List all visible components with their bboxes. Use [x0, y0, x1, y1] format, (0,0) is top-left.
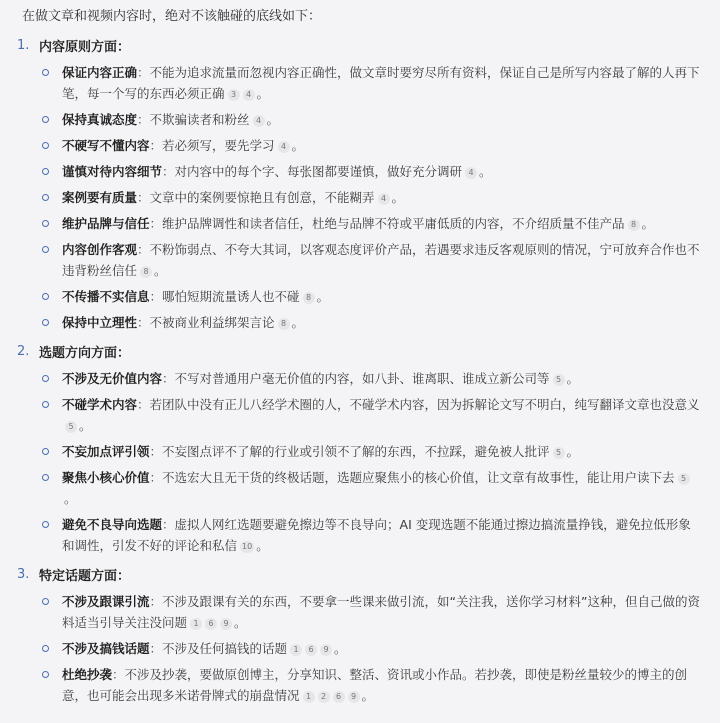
- list-item: [62, 187, 700, 208]
- item-description: 不写对普通用户毫无价值的内容，如八卦、谁离职、谁成立新公司等: [174, 371, 550, 386]
- section: [0, 33, 720, 333]
- section-number: 2.: [17, 343, 30, 359]
- item-term: 案例要有质量: [62, 190, 138, 205]
- item-term: 不妄加点评引领: [62, 444, 150, 459]
- item-term: 聚焦小核心价值: [62, 470, 150, 485]
- bullet-circle-icon: [42, 598, 49, 605]
- list-item: [62, 514, 700, 556]
- list-item: [62, 638, 700, 659]
- bullet-circle-icon: [42, 645, 49, 652]
- list-item: [62, 135, 700, 156]
- item-end-mark: 。: [641, 216, 655, 231]
- item-description: 不涉及任何搞钱的话题: [162, 641, 288, 656]
- bullet-circle-icon: [42, 375, 49, 382]
- item-separator: ：: [137, 315, 150, 330]
- bullet-circle-icon: [42, 220, 49, 227]
- list-item: [62, 664, 700, 706]
- item-description: 虚拟人网红选题要避免擦边等不良导向；AI 变现选题不能通过擦边搞流量挣钱，避免拉低形象和调性，引发不好的评论和私信: [62, 517, 691, 553]
- citation-badge[interactable]: 9: [320, 644, 332, 656]
- list-item: [62, 213, 700, 234]
- citation-badge[interactable]: 10: [242, 542, 253, 551]
- list-item: [62, 62, 700, 104]
- item-end-mark: 。: [64, 491, 77, 506]
- item-separator: ：: [149, 470, 163, 485]
- item-end-mark: 。: [291, 315, 305, 330]
- item-term: 不硬写不懂内容: [62, 138, 150, 153]
- citation-badge[interactable]: 4: [278, 141, 290, 153]
- item-end-mark: 。: [256, 538, 269, 553]
- item-description: 文章中的案例要惊艳且有创意，不能糊弄: [149, 190, 375, 205]
- intro-text: 在做文章和视频内容时，绝对不该触碰的底线如下：: [22, 9, 322, 24]
- bullet-list: [0, 368, 720, 556]
- item-separator: ：: [149, 444, 163, 459]
- section-title: 内容原则方面：: [39, 39, 131, 55]
- list-item: [62, 591, 700, 633]
- item-separator: ：: [137, 242, 150, 257]
- item-separator: ：: [137, 65, 150, 80]
- item-end-mark: 。: [316, 289, 330, 304]
- bullet-circle-icon: [42, 168, 49, 175]
- list-item: [62, 239, 700, 281]
- item-term: 谨慎对待内容细节: [62, 164, 163, 179]
- bullet-circle-icon: [42, 69, 49, 76]
- citation-badge[interactable]: 5: [553, 374, 565, 386]
- section-heading: [17, 562, 720, 586]
- item-term: 不涉及搞钱话题: [62, 641, 150, 656]
- citation-badge[interactable]: 1: [190, 618, 202, 630]
- item-description: 不涉及跟课有关的东西，不要拿一些课来做引流，如“关注我，送你学习材料”这种，但自己做的资料适当引导关注没问题: [62, 594, 700, 630]
- item-end-mark: 。: [79, 418, 92, 433]
- citation-badge[interactable]: 8: [140, 266, 152, 278]
- bullet-circle-icon: [42, 448, 49, 455]
- list-item: [62, 109, 700, 130]
- citation-badge[interactable]: 4: [465, 167, 477, 179]
- citation-badge[interactable]: 8: [278, 318, 290, 330]
- section: [0, 562, 720, 706]
- item-description: 不粉饰弱点、不夸大其词，以客观态度评价产品，若遇要求违反客观原则的情况，宁可放弃合作也不违背粉丝信任: [62, 242, 700, 278]
- citation-badge[interactable]: 6: [333, 691, 345, 703]
- item-separator: ：: [149, 641, 163, 656]
- bullet-circle-icon: [42, 401, 49, 408]
- item-separator: ：: [162, 164, 175, 179]
- item-end-mark: 。: [291, 138, 305, 153]
- citation-badge[interactable]: 6: [205, 618, 217, 630]
- item-separator: ：: [162, 517, 175, 532]
- bullet-list: [0, 591, 720, 706]
- item-description: 不涉及抄袭，要做原创博主，分享知识、整活、资讯或小作品。若抄袭，即使是粉丝量较少的博主的创意，也可能会出现多米诺骨牌式的崩盘情况: [62, 667, 688, 703]
- item-end-mark: 。: [234, 615, 247, 630]
- item-end-mark: 。: [566, 371, 580, 386]
- item-separator: ：: [149, 289, 163, 304]
- citation-badge[interactable]: 6: [305, 644, 317, 656]
- citation-badge[interactable]: 5: [553, 447, 565, 459]
- item-term: 维护品牌与信任: [62, 216, 150, 231]
- citation-badge[interactable]: 9: [220, 618, 232, 630]
- item-end-mark: 。: [256, 86, 270, 101]
- list-item: [62, 441, 700, 462]
- section-title: 特定话题方面：: [39, 568, 131, 584]
- bullet-circle-icon: [42, 142, 49, 149]
- citation-badge[interactable]: 4: [253, 115, 265, 127]
- bullet-circle-icon: [42, 194, 49, 201]
- item-description: 对内容中的每个字、每张图都要谨慎，做好充分调研: [174, 164, 463, 179]
- item-separator: ：: [149, 138, 163, 153]
- citation-badge[interactable]: 4: [378, 193, 390, 205]
- item-term: 杜绝抄袭: [62, 667, 113, 682]
- citation-badge[interactable]: 5: [65, 421, 77, 433]
- bullet-circle-icon: [42, 246, 49, 253]
- item-description: 不欺骗读者和粉丝: [149, 112, 250, 127]
- item-end-mark: 。: [334, 641, 347, 656]
- item-end-mark: 。: [266, 112, 280, 127]
- item-term: 保持中立理性: [62, 315, 138, 330]
- bullet-circle-icon: [42, 319, 49, 326]
- bullet-circle-icon: [42, 521, 49, 528]
- citation-badge[interactable]: 8: [303, 292, 315, 304]
- item-description: 若必须写，要先学习: [162, 138, 275, 153]
- item-description: 若团队中没有正儿八经学术圈的人，不碰学术内容，因为拆解论文写不明白，纯写翻译文章也没意义: [149, 397, 700, 412]
- section-heading: [17, 339, 720, 363]
- item-separator: ：: [137, 190, 150, 205]
- bullet-circle-icon: [42, 293, 49, 300]
- item-description: 维护品牌调性和读者信任，杜绝与品牌不符或平庸低质的内容，不介绍质量不佳产品: [162, 216, 625, 231]
- item-end-mark: 。: [361, 688, 375, 703]
- item-description: 不被商业利益绑架言论: [149, 315, 275, 330]
- item-description: 不能为追求流量而忽视内容正确性，做文章时要穷尽所有资料，保证自己是所写内容最了解的人再下笔，每一个写的东西必须正确: [62, 65, 700, 101]
- citation-badge[interactable]: 5: [678, 473, 690, 485]
- item-term: 保持真诚态度: [62, 112, 138, 127]
- list-item: [62, 161, 700, 182]
- citation-badge[interactable]: 2: [318, 691, 330, 703]
- item-term: 保证内容正确: [62, 65, 138, 80]
- citation-badge[interactable]: 8: [628, 219, 640, 231]
- bullet-circle-icon: [42, 116, 49, 123]
- item-description: 不选宏大且无干货的终极话题，选题应聚焦小的核心价值，让文章有故事性，能让用户读下去: [162, 470, 675, 485]
- citation-badge[interactable]: 3: [228, 89, 240, 101]
- item-separator: ：: [137, 397, 150, 412]
- citation-badge[interactable]: 4: [243, 89, 255, 101]
- section-title: 选题方向方面：: [39, 345, 131, 361]
- item-term: 不涉及跟课引流: [62, 594, 150, 609]
- item-end-mark: 。: [154, 263, 167, 278]
- list-item: [62, 368, 700, 389]
- item-end-mark: 。: [479, 164, 492, 179]
- list-item: [62, 312, 700, 333]
- bullet-circle-icon: [42, 474, 49, 481]
- item-end-mark: 。: [391, 190, 405, 205]
- section-heading: [17, 33, 720, 57]
- bullet-circle-icon: [42, 671, 49, 678]
- item-term: 不涉及无价值内容: [62, 371, 163, 386]
- item-separator: ：: [162, 371, 175, 386]
- list-item: [62, 467, 700, 509]
- citation-badge[interactable]: 9: [348, 691, 360, 703]
- item-term: 不传播不实信息: [62, 289, 150, 304]
- item-separator: ：: [112, 667, 125, 682]
- bullet-list: [0, 62, 720, 333]
- section-number: 1.: [17, 37, 30, 53]
- citation-badge[interactable]: 1: [303, 691, 315, 703]
- citation-badge[interactable]: 1: [290, 644, 302, 656]
- item-term: 不碰学术内容: [62, 397, 138, 412]
- list-item: [62, 394, 700, 436]
- list-item: [62, 286, 700, 307]
- item-end-mark: 。: [566, 444, 580, 459]
- item-description: 哪怕短期流量诱人也不碰: [162, 289, 300, 304]
- item-term: 避免不良导向选题: [62, 517, 163, 532]
- item-description: 不妄图点评不了解的行业或引领不了解的东西，不拉踩，避免被人批评: [162, 444, 550, 459]
- item-separator: ：: [137, 112, 150, 127]
- item-separator: ：: [149, 594, 163, 609]
- section-number: 3.: [17, 566, 30, 582]
- item-separator: ：: [149, 216, 163, 231]
- item-term: 内容创作客观: [62, 242, 138, 257]
- sections-list: [0, 33, 720, 706]
- section: [0, 339, 720, 556]
